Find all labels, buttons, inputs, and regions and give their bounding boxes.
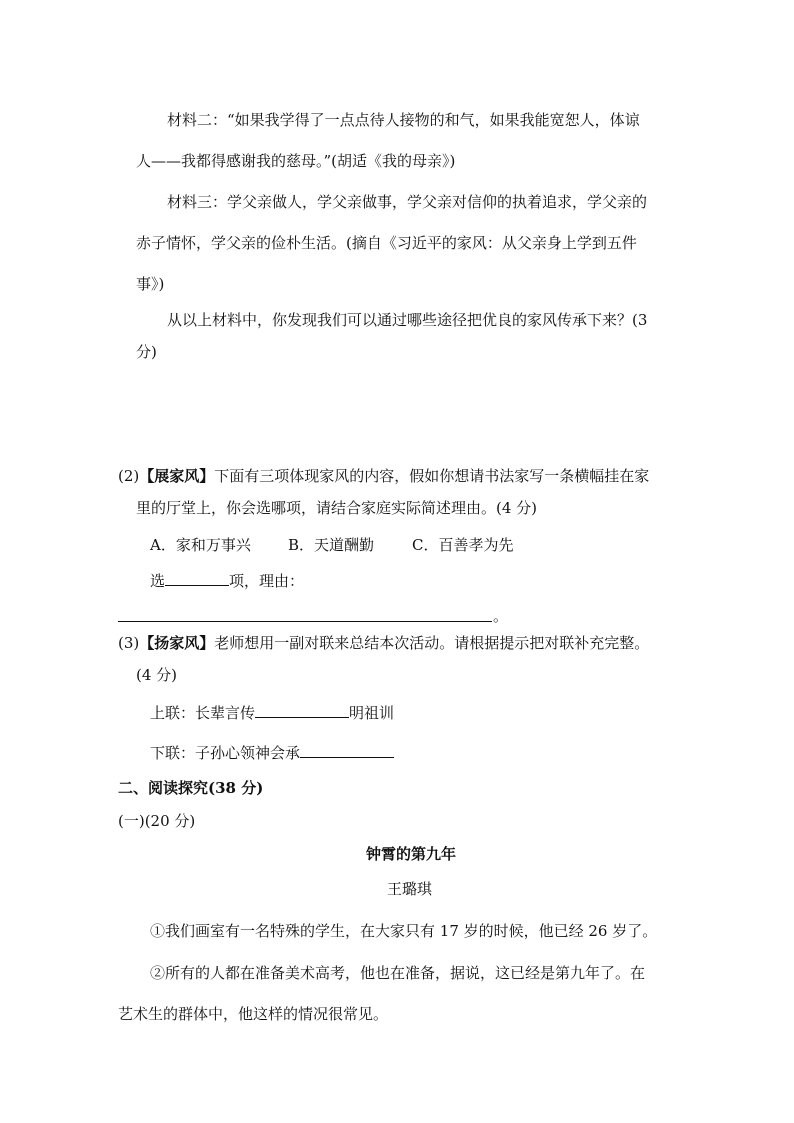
question2-option-b: B．天道酬勤 [288,536,375,554]
question2-option-c: C．百善孝为先 [412,536,514,554]
question2-tag: 【展家风】 [139,467,215,485]
question2-line2: 里的厅堂上，你会选哪项，请结合家庭实际简述理由。(4 分) [136,499,538,517]
select-suffix: 项，理由： [229,572,305,590]
question3-number: (3) [118,634,140,652]
question3-line1 [118,633,649,653]
material3-line2: 赤子情怀，学父亲的俭朴生活。(摘自《习近平的家风：从父亲身上学到五件 [136,234,637,252]
question2-line1-text: 下面有三项体现家风的内容，假如你想请书法家写一条横幅挂在家 [214,467,650,485]
couplet-upper [150,703,394,723]
material2-line1: 材料二：“如果我学得了一点点待人接物的和气，如果我能宽恕人，体谅 [167,111,640,129]
question1-line2: 分) [136,343,157,361]
couplet-lower-blank[interactable] [300,743,394,758]
section2-heading: 二、阅读探究(38 分) [118,779,264,797]
article-p2-line2: 艺术生的群体中，他这样的情况很常见。 [118,1005,389,1023]
article-title: 钟霄的第九年 [366,845,457,863]
couplet-upper-blank[interactable] [255,703,349,718]
couplet-lower-prefix: 下联：子孙心领神会承 [150,744,301,762]
question1-line1: 从以上材料中，你发现我们可以通过哪些途径把优良的家风传承下来？(3 [167,311,648,329]
reason-period: 。 [493,607,509,625]
article-p2-line1: ②所有的人都在准备美术高考，他也在准备，据说，这已经是第九年了。在 [150,964,646,982]
question3-tag: 【扬家风】 [139,634,215,652]
material2-line2: 人——我都得感谢我的慈母。”(胡适《我的母亲》) [136,152,456,170]
select-answer-blank[interactable] [165,571,229,586]
material3-line1: 材料三：学父亲做人，学父亲做事，学父亲对信仰的执着追求，学父亲的 [167,193,648,211]
reason-answer-blank[interactable] [118,621,492,622]
couplet-upper-prefix: 上联：长辈言传 [150,704,256,722]
material3-line3: 事》) [136,275,165,293]
article-p1: ①我们画室有一名特殊的学生，在大家只有 17 岁的时候，他已经 26 岁了。 [150,922,658,940]
question3-line1-text: 老师想用一副对联来总结本次活动。请根据提示把对联补充完整。 [214,634,650,652]
article-author: 王璐琪 [387,880,433,898]
question2-option-a: A．家和万事兴 [150,536,251,554]
question2-number: (2) [118,467,140,485]
question3-line2: (4 分) [136,666,178,684]
select-prefix: 选 [150,572,166,590]
question2-line1 [118,466,649,486]
section2-sub: (一)(20 分) [118,812,196,830]
couplet-upper-suffix: 明祖训 [349,704,395,722]
question2-select-line [150,571,304,591]
couplet-lower [150,743,394,763]
